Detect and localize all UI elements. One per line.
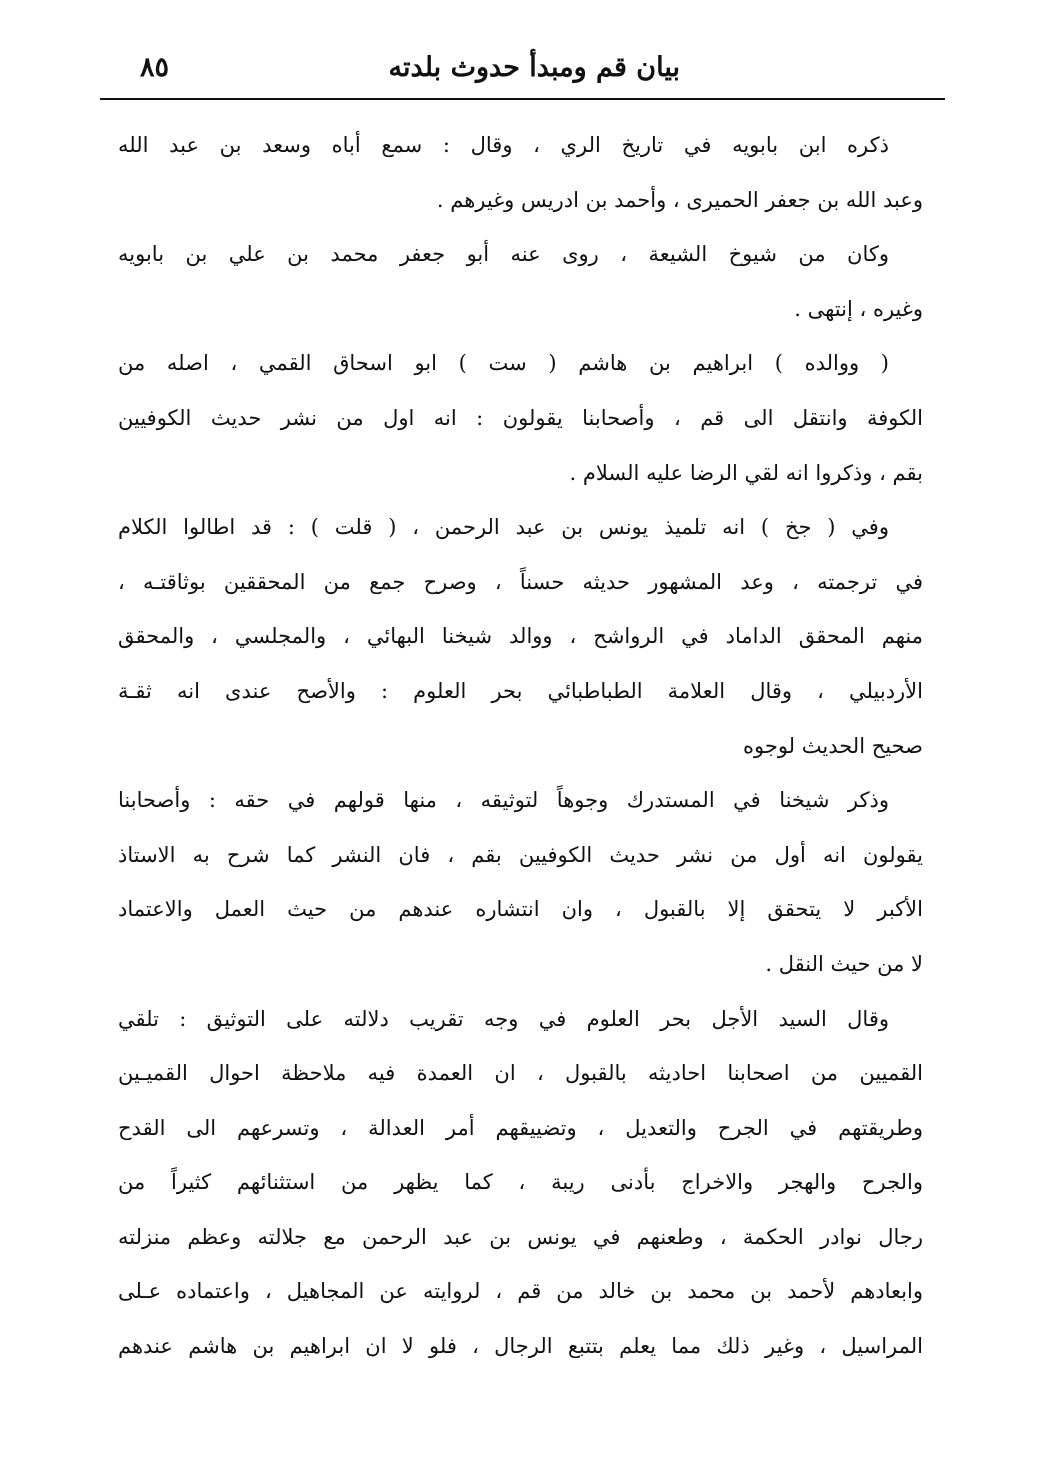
- page-header: [100, 52, 945, 96]
- running-title: بيان قم ومبدأ حدوث بلدته: [388, 52, 680, 83]
- text-line: وعبد الله بن جعفر الحميرى ، وأحمد بن ادريس وغيرهم .: [436, 187, 923, 212]
- text-line: الكوفة وانتقل الى قم ، وأصحابنا يقولون : انه اول من نشر حديث الكوفيين: [118, 405, 923, 430]
- text-line: المراسيل ، وغير ذلك مما يعلم بتتبع الرجال ، فلو لا ان ابراهيم بن هاشم عندهم: [118, 1334, 923, 1359]
- body-text: [118, 118, 923, 1374]
- text-line: وغيره ، إنتهى .: [794, 296, 923, 321]
- text-line: ذكره ابن بابويه في تاريخ الري ، وقال : سمع أباه وسعد بن عبد الله: [118, 133, 889, 157]
- text-line: القميين من اصحابنا احاديثه بالقبول ، ان العمدة فيه ملاحظة احوال القميـين: [118, 1061, 923, 1086]
- text-line: بقم ، وذكروا انه لقي الرضا عليه السلام .: [569, 460, 923, 485]
- text-line: الأكبر لا يتحقق إلا بالقبول ، وان انتشاره عندهم من حيث العمل والاعتماد: [118, 897, 923, 922]
- text-line: والجرح والهجر والاخراج بأدنى ريبة ، كما يظهر من استثنائهم كثيراً من: [118, 1170, 923, 1195]
- text-line: وذكر شيخنا في المستدرك وجوهاً لتوثيقه ، منها قولهم في حقه : وأصحابنا: [118, 788, 889, 813]
- text-line: لا من حيث النقل .: [765, 951, 923, 976]
- text-line: وابعادهم لأحمد بن محمد بن خالد من قم ، لروايته عن المجاهيل ، واعتماده عـلى: [118, 1279, 923, 1304]
- text-line: ( ووالده ) ابراهيم بن هاشم ( ست ) ابو اسحاق القمي ، اصله من: [118, 351, 889, 376]
- text-line: منهم المحقق الداماد في الرواشح ، ووالد شيخنا البهائي ، والمجلسي ، والمحقق: [118, 624, 923, 649]
- text-line: وطريقتهم في الجرح والتعديل ، وتضييقهم أمر العدالة ، وتسرعهم الى القدح: [118, 1115, 923, 1140]
- text-line: الأردبيلي ، وقال العلامة الطباطبائي بحر العلوم : والأصح عندى انه ثقـة: [118, 678, 923, 703]
- text-line: صحيح الحديث لوجوه: [743, 733, 923, 758]
- text-line: وقال السيد الأجل بحر العلوم في وجه تقريب دلالته على التوثيق : تلقي: [118, 1006, 889, 1031]
- text-line: وكان من شيوخ الشيعة ، روى عنه أبو جعفر محمد بن علي بن بابويه: [118, 242, 889, 267]
- header-rule: [100, 98, 945, 100]
- text-line: في ترجمته ، وعد المشهور حديثه حسناً ، وصرح جمع من المحققين بوثاقتـه ،: [118, 569, 923, 594]
- text-line: رجال نوادر الحكمة ، وطعنهم في يونس بن عبد الرحمن مع جلالته وعظم منزلته: [118, 1224, 923, 1249]
- text-line: يقولون انه أول من نشر حديث الكوفيين بقم ، فان النشر كما شرح به الاستاذ: [118, 842, 923, 867]
- text-line: وفي ( جخ ) انه تلميذ يونس بن عبد الرحمن ، ( قلت ) : قد اطالوا الكلام: [118, 515, 889, 540]
- page-number: ٨٥: [140, 52, 170, 83]
